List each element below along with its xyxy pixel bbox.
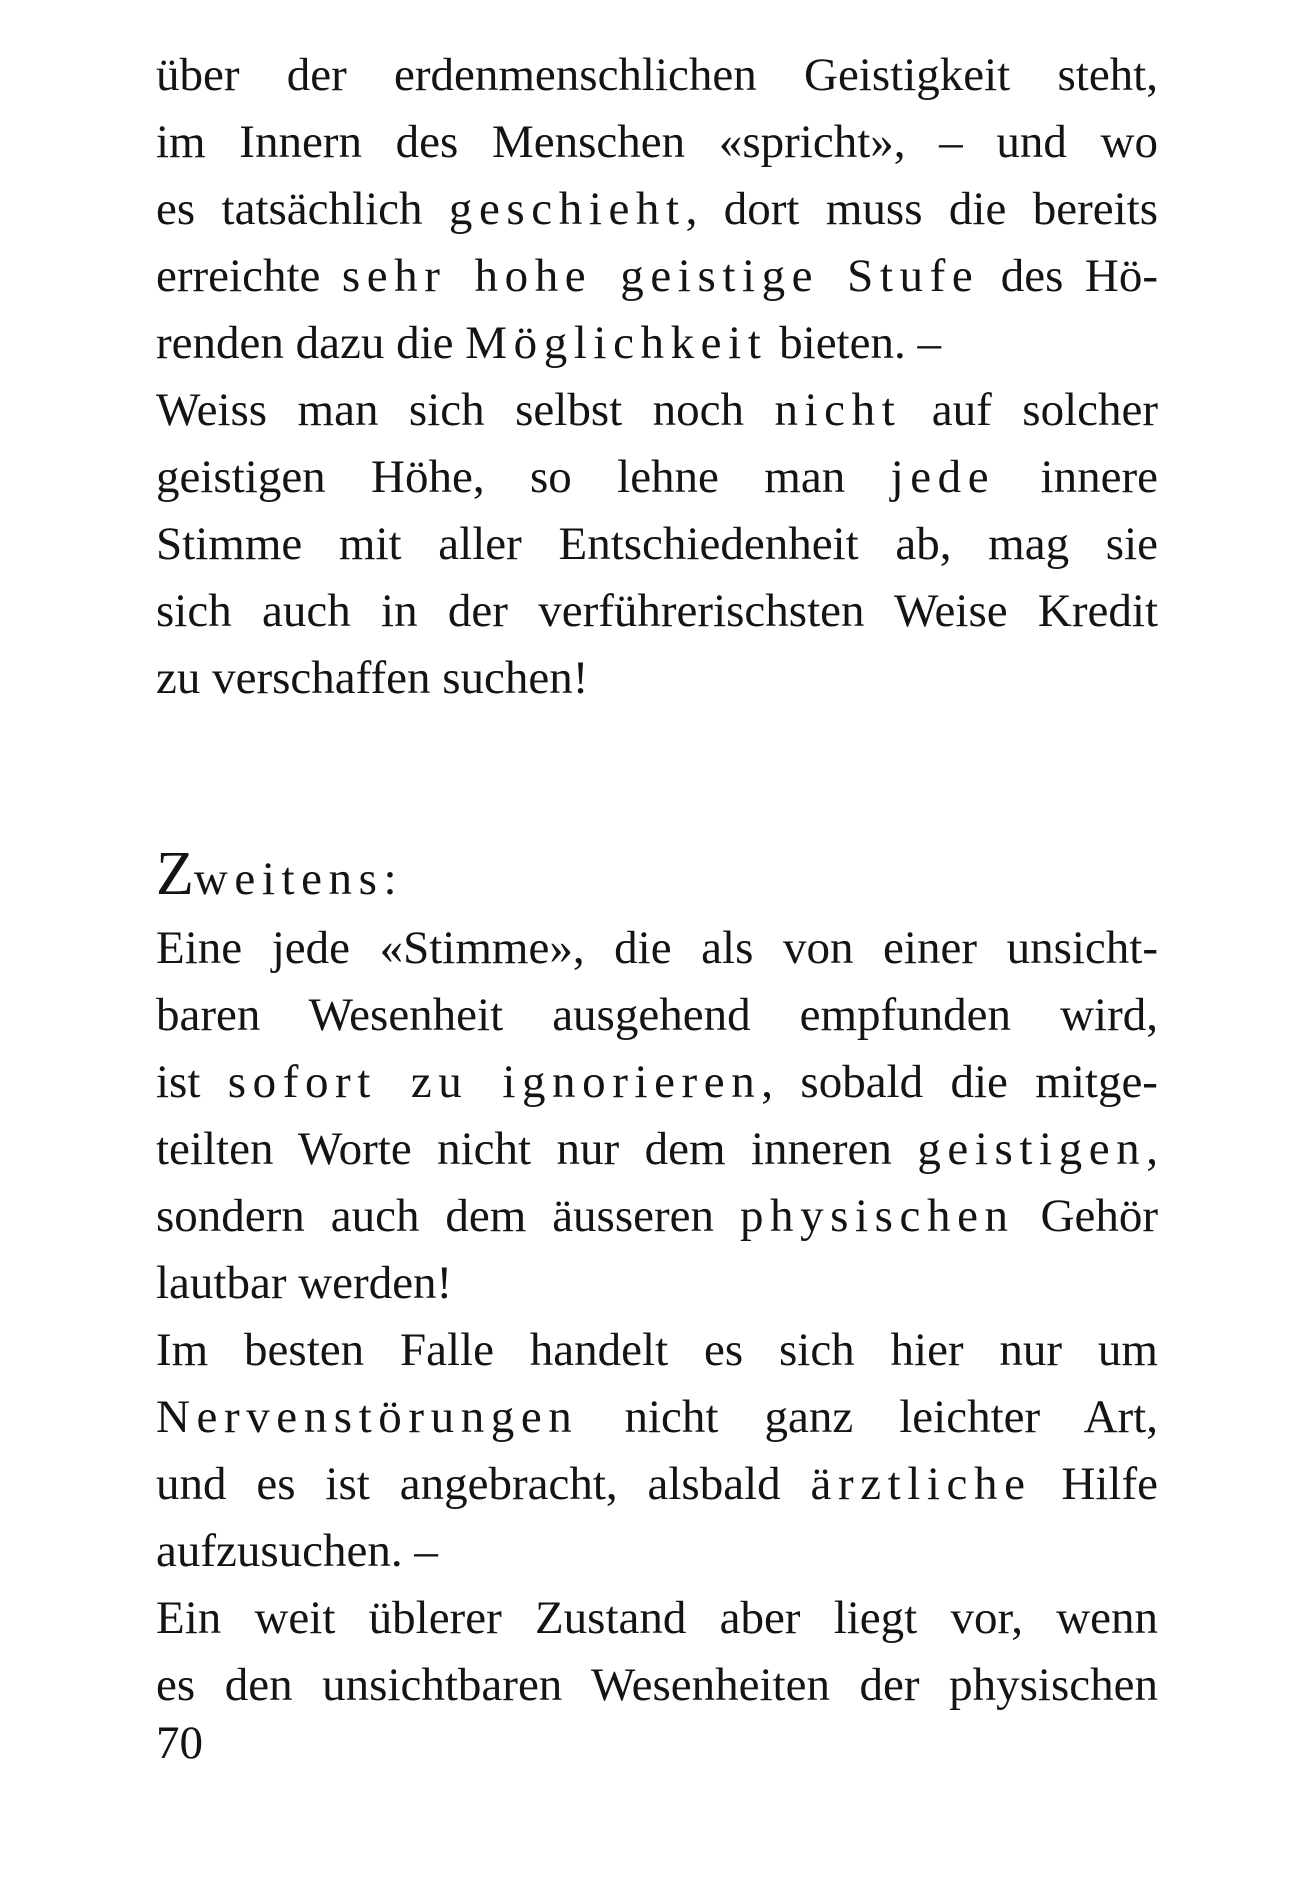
text-line: [156, 444, 1158, 511]
heading-initial: Z: [156, 840, 194, 908]
text-line: Eine jede «Stimme», die als von einer unsicht-: [156, 922, 1158, 974]
text-line: [156, 1116, 1158, 1183]
text-line: [156, 176, 1158, 243]
text-segment: erreichte: [156, 250, 342, 302]
text-segment: sondern auch dem äusseren: [156, 1190, 740, 1242]
text-line: lautbar werden!: [156, 1257, 453, 1309]
text-segment: Weiss man sich selbst noch: [156, 384, 775, 436]
text-segment: renden dazu die: [156, 317, 466, 369]
spaced-emphasis: physischen: [739, 1190, 1015, 1242]
text-segment: Gehör: [1014, 1190, 1158, 1242]
text-segment: nicht ganz leichter Art,: [578, 1391, 1158, 1443]
spaced-emphasis: geistigen: [917, 1123, 1147, 1175]
spaced-emphasis: sofort zu ignorieren: [227, 1056, 762, 1108]
spaced-emphasis: geschieht: [448, 183, 686, 235]
text-segment: bieten. –: [767, 317, 941, 369]
text-line: [156, 1451, 1158, 1518]
text-line: [156, 243, 1158, 310]
text-line: [156, 310, 1158, 377]
text-line: [156, 1049, 1158, 1116]
text-line: baren Wesenheit ausgehend empfunden wird,: [156, 989, 1158, 1041]
text-line: [156, 1384, 1158, 1451]
text-line: sich auch in der verführerischsten Weise Kredit: [156, 585, 1158, 637]
text-line: im Innern des Menschen «spricht», – und wo: [156, 116, 1158, 168]
text-line: es den unsichtbaren Wesenheiten der physischen: [156, 1659, 1158, 1711]
text-segment: ,: [1146, 1123, 1158, 1175]
text-segment: und es ist angebracht, alsbald: [156, 1458, 811, 1510]
text-line: Ein weit üblerer Zustand aber liegt vor, wenn: [156, 1592, 1158, 1644]
text-segment: auf solcher: [901, 384, 1158, 436]
spaced-emphasis: sehr hohe geistige Stufe: [341, 250, 980, 302]
spaced-emphasis: ärztliche: [810, 1458, 1032, 1510]
spaced-emphasis: nicht: [774, 384, 902, 436]
text-segment: geistigen Höhe, so lehne man: [156, 451, 891, 503]
page-number: 70: [156, 1717, 203, 1769]
text-line: zu verschaffen suchen!: [156, 652, 589, 704]
text-line: [156, 1183, 1158, 1250]
text-segment: Hilfe: [1031, 1458, 1158, 1510]
text-segment: , dort muss die bereits: [685, 183, 1158, 235]
text-segment: ist: [156, 1056, 228, 1108]
section-heading: [156, 834, 403, 914]
text-segment: es tatsächlich: [156, 183, 449, 235]
text-line: Im besten Falle handelt es sich hier nur um: [156, 1324, 1158, 1376]
text-segment: , sobald die mitge-: [761, 1056, 1158, 1108]
text-line: aufzusuchen. –: [156, 1525, 438, 1577]
text-segment: teilten Worte nicht nur dem inneren: [156, 1123, 918, 1175]
spaced-emphasis: Möglichkeit: [465, 317, 768, 369]
text-segment: innere: [995, 451, 1158, 503]
text-line: [156, 377, 1158, 444]
heading-text: weitens:: [193, 853, 404, 905]
text-line: über der erdenmenschlichen Geistigkeit steht,: [156, 49, 1158, 101]
text-line: Stimme mit aller Entschiedenheit ab, mag sie: [156, 518, 1158, 570]
spaced-emphasis: Nervenstörungen: [156, 1391, 579, 1443]
spaced-emphasis: jede: [890, 451, 996, 503]
text-segment: des Hö-: [979, 250, 1159, 302]
